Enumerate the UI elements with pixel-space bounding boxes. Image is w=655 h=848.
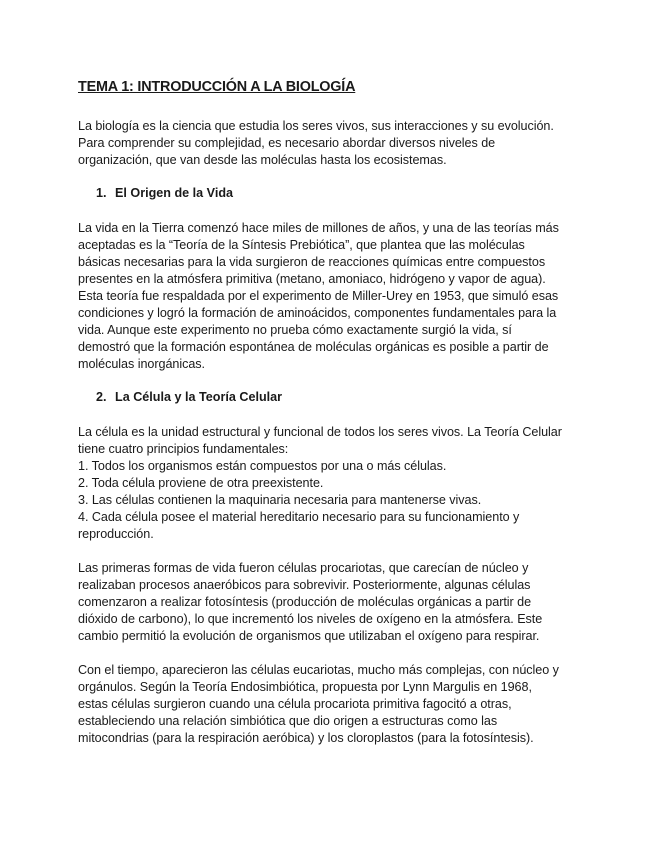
body-line: tiene cuatro principios fundamentales: [78, 442, 289, 456]
body-line: La célula es la unidad estructural y funcional de todos los seres vivos. La Teoría Celular [78, 425, 562, 439]
section-number: 1. [96, 186, 107, 200]
body-line: moléculas inorgánicas. [78, 357, 206, 371]
body-line: aceptadas es la “Teoría de la Síntesis Prebiótica”, que plantea que las moléculas [78, 238, 525, 252]
body-line: estableciendo una relación simbiótica que dio origen a estructuras como las [78, 714, 498, 728]
body-line: Con el tiempo, aparecieron las células eucariotas, mucho más complejas, con núcleo y [78, 663, 559, 677]
body-line: comenzaron a realizar fotosíntesis (producción de moléculas orgánicas a partir de [78, 595, 532, 609]
list-item: 1. Todos los organismos están compuestos por una o más células. [78, 459, 447, 473]
body-line: vida. Aunque este experimento no prueba cómo exactamente surgió la vida, sí [78, 323, 512, 337]
body-line: básicas necesarias para la vida surgieron de reacciones químicas entre compuestos [78, 255, 546, 269]
page-title: TEMA 1: INTRODUCCIÓN A LA BIOLOGÍA [78, 79, 356, 95]
intro-line: Para comprender su complejidad, es necesario abordar diversos niveles de [78, 136, 496, 150]
list-item-continuation: reproducción. [78, 527, 154, 541]
intro-line: La biología es la ciencia que estudia los seres vivos, sus interacciones y su evolución. [78, 119, 554, 133]
body-line: presentes en la atmósfera primitiva (metano, amoniaco, hidrógeno y vapor de agua). [78, 272, 546, 286]
body-line: orgánulos. Según la Teoría Endosimbiótica, propuesta por Lynn Margulis en 1968, [78, 680, 532, 694]
body-line: estas células surgieron cuando una célula procariota primitiva fagocitó a otras, [78, 697, 512, 711]
section-number: 2. [96, 390, 107, 404]
list-item: 2. Toda célula proviene de otra preexistente. [78, 476, 324, 490]
section-title: La Célula y la Teoría Celular [115, 390, 283, 404]
list-item: 3. Las células contienen la maquinaria necesaria para mantenerse vivas. [78, 493, 482, 507]
body-line: dióxido de carbono), lo que incrementó los niveles de oxígeno en la atmósfera. Este [78, 612, 543, 626]
body-line: Las primeras formas de vida fueron células procariotas, que carecían de núcleo y [78, 561, 529, 575]
body-line: demostró que la formación espontánea de moléculas orgánicas es posible a partir de [78, 340, 549, 354]
body-line: cambio permitió la evolución de organismos que utilizaban el oxígeno para respirar. [78, 629, 540, 643]
body-line: mitocondrias (para la respiración aeróbica) y los cloroplastos (para la fotosíntesis). [78, 731, 534, 745]
section-heading-cell [96, 390, 282, 404]
intro-line: organización, que van desde las moléculas hasta los ecosistemas. [78, 153, 447, 167]
section-title: El Origen de la Vida [115, 186, 234, 200]
body-line: Esta teoría fue respaldada por el experimento de Miller-Urey en 1953, que simuló esas [78, 289, 559, 303]
list-item: 4. Cada célula posee el material hereditario necesario para su funcionamiento y [78, 510, 520, 524]
body-line: La vida en la Tierra comenzó hace miles de millones de años, y una de las teorías más [78, 221, 559, 235]
body-line: realizaban procesos anaeróbicos para sobrevivir. Posteriormente, algunas células [78, 578, 531, 592]
body-line: condiciones y logró la formación de aminoácidos, componentes fundamentales para la [78, 306, 557, 320]
section-heading-origin [96, 186, 233, 200]
